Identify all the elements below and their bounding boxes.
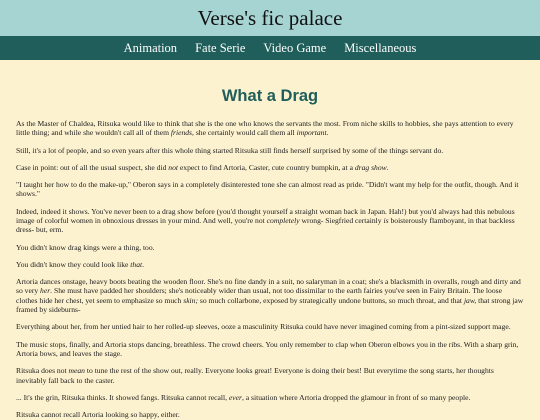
paragraph-13: Ritsuka cannot recall Artoria looking so happy, either. [16, 410, 180, 420]
paragraph-8: Artoria dances onstage, heavy boots beating the wooden floor. She's no fine dandy in a suit, no salaryman in a coat; she's a blacksmith in overalls, rough and dirty and so very her. She must have padded her shoulders; she's noticeably wider than usual, not too dissimilar to the earth fairies you've seen in Fairy Britain. The loose clothes hide her chest, yet seem to emphasize so much skin; so much collarbone, exposed by strategically undone buttons, so much throat, and that jaw, that strong jaw framed by sideburns- [16, 277, 524, 315]
post-title: What a Drag [221, 87, 319, 105]
site-title[interactable]: Verse's fic palace [197, 5, 343, 30]
paragraph-4: "I taught her how to do the make-up," Oberon says in a completely disinterested tone she can almost read as pride. "Didn't want my help for the outfit, though. And it shows." [16, 180, 519, 199]
nav-item-miscellaneous[interactable]: Miscellaneous [344, 40, 417, 55]
paragraph-7: You didn't know they could look like that. [16, 259, 145, 269]
paragraph-9: Everything about her, from her untied hair to her rolled-up sleeves, ooze a masculinity Ritsuka could have never imagined coming from a pint-sized support mage. [16, 322, 511, 332]
paragraph-2: Still, it's a lot of people, and so even years after this whole thing started Ritsuka still finds herself surprised by some of the things servant do. [16, 145, 444, 155]
nav-item-animation[interactable]: Animation [123, 40, 178, 55]
paragraph-10: The music stops, finally, and Artoria stops dancing, breathless. The crowd cheers. You only remember to clap when Oberon elbows you in the ribs. With a sharp grin, Artoria bows, and leaves the stage. [16, 339, 519, 359]
paragraph-6: You didn't know drag kings were a thing, too. [16, 242, 155, 252]
paragraph-5: Indeed, indeed it shows. You've never been to a drag show before (you'd thought yourself a straight woman back in Japan. Hah!) but you'd always had this nebulous image of colorful women in obnoxious dresses in your mind. And well, you're not completely wrong- Siegfried certainly is boisterously flamboyant, in that backless dress- but, erm. [16, 206, 515, 235]
paragraph-1: As the Master of Chaldea, Ritsuka would like to think that she is the one who knows the servants the most. From niche skills to hobbies, she pays attention to every little thing; and while she wouldn't call all of them friends, she certainly would call them all important. [16, 119, 514, 138]
site-header [0, 0, 540, 36]
paragraph-11: Ritsuka does not mean to tune the rest of the show out, really. Everyone looks great! Everyone is doing their best! But everytime the song starts, her thoughts inevitably fall back to the caster. [16, 366, 494, 385]
nav-item-video-game[interactable]: Video Game [263, 40, 327, 55]
post-content [0, 87, 540, 420]
paragraph-12: ... It's the grin, Ritsuka thinks. It showed fangs. Ritsuka cannot recall, ever, a situation where Artoria dropped the glamour in front of so many people. [16, 392, 471, 402]
nav-item-fate-serie[interactable]: Fate Serie [195, 40, 246, 55]
paragraph-3: Case in point: out of all the usual suspect, she did not expect to find Artoria, Caster, cute country bumpkin, at a drag show. [16, 162, 389, 172]
main-nav [0, 36, 540, 60]
